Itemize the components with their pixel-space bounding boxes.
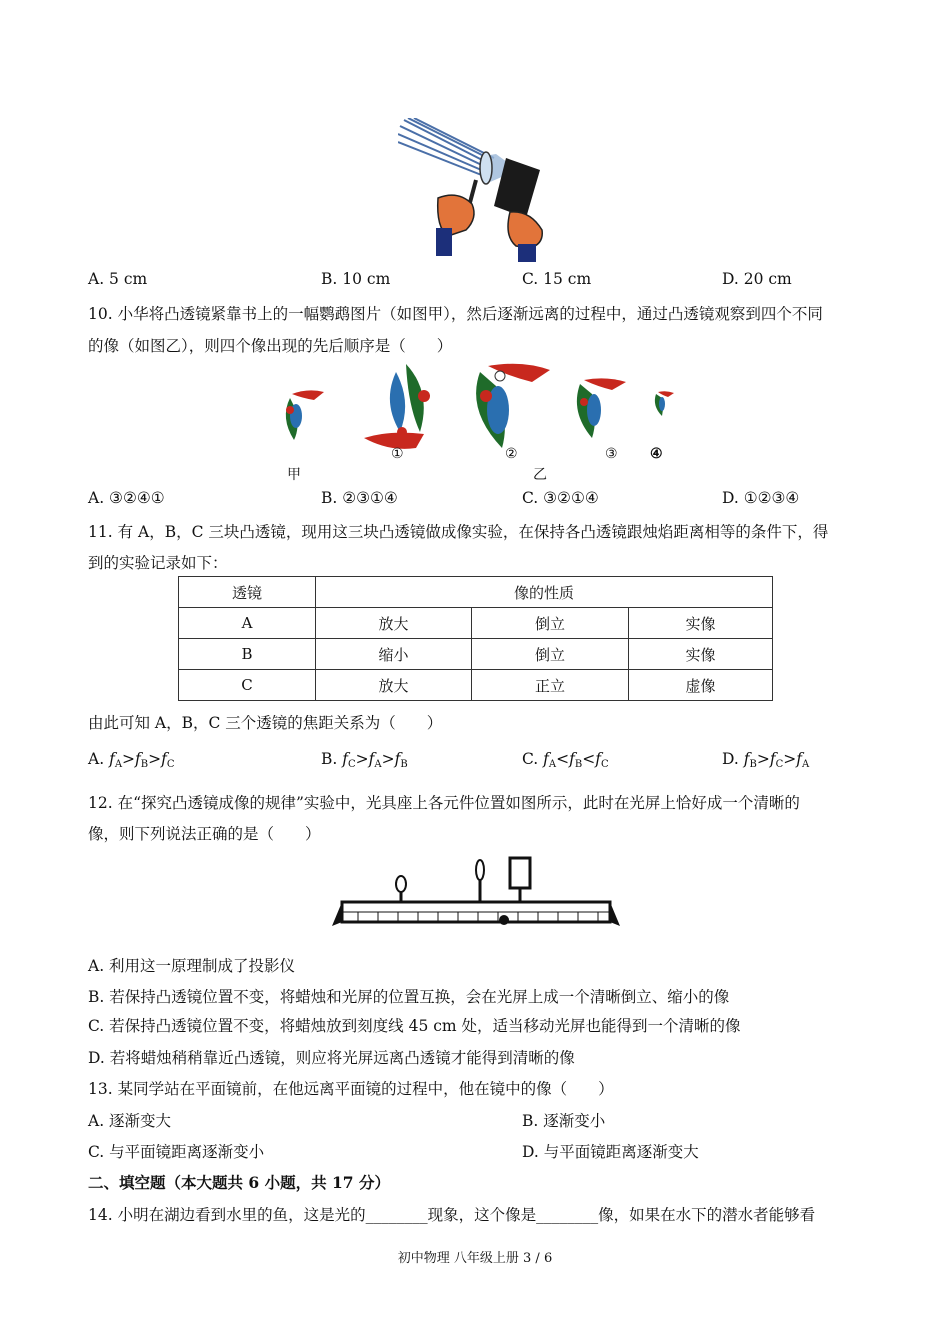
focal-length-symbol: f [595, 750, 602, 768]
subscript: A [548, 759, 557, 770]
q10-option-c: C. ③②①④ [522, 489, 599, 507]
marker-1: ① [391, 446, 404, 462]
comparison-operator: > [122, 750, 136, 768]
q13-option-b: B. 逐渐变小 [522, 1112, 606, 1130]
focal-length-symbol: f [796, 750, 802, 768]
q11-option-b [321, 750, 408, 770]
focal-length-symbol: f [394, 750, 401, 768]
q13-option-c: C. 与平面镜距离逐渐变小 [88, 1143, 265, 1161]
comparison-operator: < [556, 750, 570, 768]
page-footer: 初中物理 八年级上册 3 / 6 [397, 1251, 553, 1266]
subscript: B [749, 759, 757, 770]
q12-option-c: C. 若保持凸透镜位置不变，将蜡烛放到刻度线 45 cm 处，适当移动光屏也能得到一个清晰的像 [88, 1017, 741, 1035]
comparison-operator: > [756, 750, 770, 768]
option-label: C. [522, 750, 544, 768]
comparison-operator: > [381, 750, 395, 768]
table-cell: C [179, 670, 316, 701]
table-cell: 倒立 [472, 608, 629, 639]
experiment-record-table [178, 576, 773, 701]
q12-option-a: A. 利用这一原理制成了投影仪 [88, 957, 296, 975]
q10-option-b: B. ②③①④ [321, 489, 398, 507]
focal-length-symbol: f [769, 750, 776, 768]
table-row [179, 639, 773, 670]
table-cell: 实像 [629, 639, 773, 670]
header-image-property: 像的性质 [316, 577, 773, 608]
subscript: C [601, 759, 609, 770]
subscript: B [400, 759, 408, 770]
focal-length-symbol: f [743, 750, 750, 768]
q10-stem-line2: 的像（如图乙），则四个像出现的先后顺序是（ ） [88, 337, 453, 355]
table-cell: 虚像 [629, 670, 773, 701]
table-row [179, 608, 773, 639]
q10-stem-line1: 10. 小华将凸透镜紧靠书上的一幅鹦鹉图片（如图甲），然后逐渐远离的过程中，通过凸透镜观察到四个不同 [88, 305, 823, 323]
table-cell: 缩小 [316, 639, 472, 670]
marker-4: ④ [650, 446, 663, 462]
optical-bench-figure [328, 856, 624, 940]
q11-option-d [722, 750, 809, 770]
q9-option-c: C. 15 cm [522, 270, 592, 288]
table-cell: 放大 [316, 670, 472, 701]
subscript: A [802, 759, 810, 770]
table-cell: 实像 [629, 608, 773, 639]
marker-3: ③ [605, 446, 618, 462]
focal-length-symbol: f [109, 750, 115, 768]
option-label: B. [321, 750, 343, 768]
q11-option-c [522, 750, 609, 770]
option-label: A. [88, 750, 110, 768]
focal-length-symbol: f [543, 750, 549, 768]
comparison-operator: > [355, 750, 369, 768]
q10-option-d: D. ①②③④ [722, 489, 800, 507]
figure-label-yi: 乙 [533, 467, 547, 483]
table-cell: 放大 [316, 608, 472, 639]
lens-focus-figure [398, 118, 558, 263]
q11-stem-line2: 到的实验记录如下： [88, 554, 228, 572]
header-lens: 透镜 [179, 577, 316, 608]
option-label: D. [722, 750, 744, 768]
subscript: C [348, 759, 356, 770]
comparison-operator: < [582, 750, 596, 768]
comparison-operator: > [783, 750, 797, 768]
q10-option-a: A. ③②④① [88, 489, 165, 507]
comparison-operator: > [148, 750, 162, 768]
focal-length-symbol: f [342, 750, 348, 768]
subscript: C [166, 759, 175, 770]
q13-stem: 13. 某同学站在平面镜前，在他远离平面镜的过程中，他在镜中的像（ ） [88, 1080, 614, 1098]
q9-option-b: B. 10 cm [321, 270, 391, 288]
table-cell: 倒立 [472, 639, 629, 670]
q12-stem-line1: 12. 在“探究凸透镜成像的规律”实验中，光具座上各元件位置如图所示，此时在光屏上恰好成一个清晰的 [88, 794, 800, 812]
subscript: C [775, 759, 784, 770]
parrot-images-figure [270, 358, 690, 468]
q9-option-d: D. 20 cm [722, 270, 792, 288]
q12-option-b: B. 若保持凸透镜位置不变，将蜡烛和光屏的位置互换，会在光屏上成一个清晰倒立、缩小的像 [88, 988, 730, 1006]
figure-label-jia: 甲 [287, 467, 301, 483]
table-cell: 正立 [472, 670, 629, 701]
focal-length-symbol: f [135, 750, 141, 768]
q14-stem-line1: 14. 小明在湖边看到水里的鱼，这是光的________现象，这个像是________像，如果在水下的潜水者能够看 [88, 1206, 816, 1224]
subscript: B [140, 759, 149, 770]
focal-length-symbol: f [368, 750, 375, 768]
table-cell: B [179, 639, 316, 670]
q12-option-d: D. 若将蜡烛稍稍靠近凸透镜，则应将光屏远离凸透镜才能得到清晰的像 [88, 1049, 575, 1067]
q11-question: 由此可知 A，B，C 三个透镜的焦距关系为（ ） [88, 714, 443, 732]
table-header-row [179, 577, 773, 608]
q11-option-a [88, 750, 175, 770]
q11-stem-line1: 11. 有 A，B，C 三块凸透镜，现用这三块凸透镜做成像实验，在保持各凸透镜跟烛焰距离相等的条件下，得 [88, 523, 829, 541]
focal-length-symbol: f [161, 750, 167, 768]
subscript: A [374, 759, 382, 770]
subscript: A [114, 759, 123, 770]
subscript: B [574, 759, 583, 770]
marker-2: ② [505, 446, 518, 462]
q9-option-a: A. 5 cm [88, 270, 148, 288]
q12-stem-line2: 像，则下列说法正确的是（ ） [88, 825, 321, 843]
table-row [179, 670, 773, 701]
section-title: 二、填空题（本大题共 6 小题，共 17 分） [88, 1173, 390, 1192]
q13-option-a: A. 逐渐变大 [88, 1112, 172, 1130]
table-cell: A [179, 608, 316, 639]
q13-option-d: D. 与平面镜距离逐渐变大 [522, 1143, 699, 1161]
focal-length-symbol: f [569, 750, 575, 768]
